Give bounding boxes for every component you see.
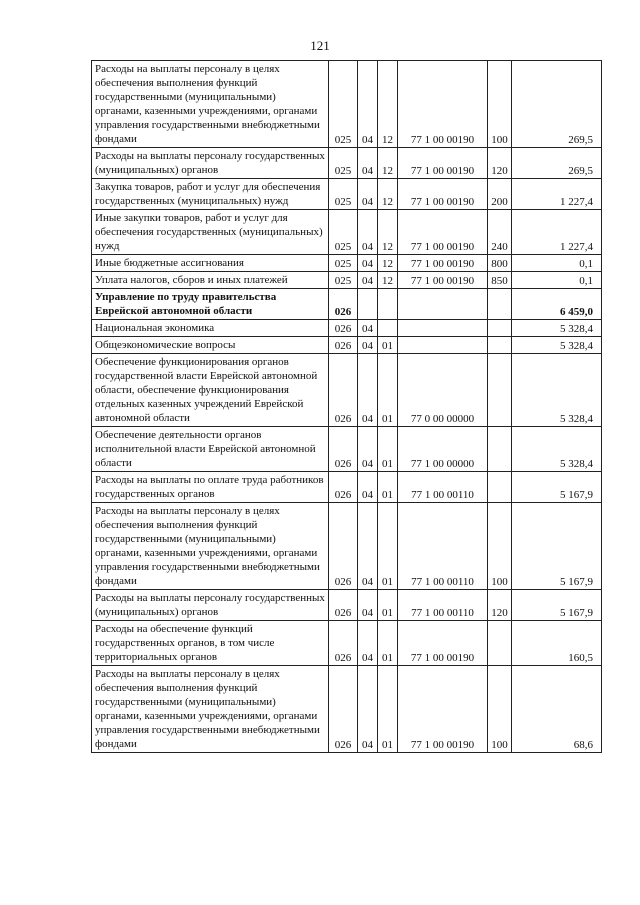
- table-row: [92, 320, 602, 337]
- section-code: 04: [358, 255, 378, 272]
- target-article-code: 77 1 00 00190: [398, 148, 488, 179]
- expense-type-code: [488, 427, 512, 472]
- section-code: [358, 289, 378, 320]
- ministry-code: 026: [329, 621, 358, 666]
- amount: 68,6: [512, 666, 602, 753]
- section-code: 04: [358, 621, 378, 666]
- ministry-code: 025: [329, 179, 358, 210]
- expense-type-code: 850: [488, 272, 512, 289]
- section-code: 04: [358, 320, 378, 337]
- table-row: [92, 61, 602, 148]
- section-code: 04: [358, 61, 378, 148]
- table-row: [92, 148, 602, 179]
- subsection-code: 12: [378, 272, 398, 289]
- amount: 5 167,9: [512, 472, 602, 503]
- expense-type-code: [488, 289, 512, 320]
- amount: 160,5: [512, 621, 602, 666]
- subsection-code: 12: [378, 255, 398, 272]
- ministry-code: 026: [329, 503, 358, 590]
- table-row: [92, 337, 602, 354]
- ministry-code: 025: [329, 148, 358, 179]
- ministry-code: 026: [329, 320, 358, 337]
- expense-name: Обеспечение деятельности органов исполнительной власти Еврейской автономной области: [92, 427, 329, 472]
- target-article-code: [398, 337, 488, 354]
- subsection-code: 01: [378, 503, 398, 590]
- section-code: 04: [358, 210, 378, 255]
- section-code: 04: [358, 427, 378, 472]
- table-row: [92, 354, 602, 427]
- section-code: 04: [358, 354, 378, 427]
- amount: 5 328,4: [512, 320, 602, 337]
- subsection-code: [378, 320, 398, 337]
- expense-type-code: 120: [488, 148, 512, 179]
- amount: 5 167,9: [512, 590, 602, 621]
- section-code: 04: [358, 272, 378, 289]
- subsection-code: 01: [378, 472, 398, 503]
- page-number: 121: [310, 38, 330, 53]
- expense-name: Расходы на обеспечение функций государственных органов, в том числе территориальных органов: [92, 621, 329, 666]
- subsection-code: 01: [378, 427, 398, 472]
- expense-name: Иные бюджетные ассигнования: [92, 255, 329, 272]
- subsection-code: 12: [378, 210, 398, 255]
- table-row: [92, 590, 602, 621]
- section-code: 04: [358, 666, 378, 753]
- target-article-code: 77 1 00 00110: [398, 590, 488, 621]
- table-row: [92, 272, 602, 289]
- subsection-code: 12: [378, 61, 398, 148]
- expense-type-code: [488, 337, 512, 354]
- expense-name: Управление по труду правительства Еврейской автономной области: [92, 289, 329, 320]
- subsection-code: 12: [378, 148, 398, 179]
- amount: 269,5: [512, 61, 602, 148]
- amount: 269,5: [512, 148, 602, 179]
- amount: 5 328,4: [512, 354, 602, 427]
- section-code: 04: [358, 337, 378, 354]
- table-row: [92, 427, 602, 472]
- expense-type-code: [488, 320, 512, 337]
- ministry-code: 026: [329, 289, 358, 320]
- expense-type-code: 240: [488, 210, 512, 255]
- amount: 1 227,4: [512, 179, 602, 210]
- expense-name: Закупка товаров, работ и услуг для обеспечения государственных (муниципальных) нужд: [92, 179, 329, 210]
- amount: 0,1: [512, 272, 602, 289]
- expense-type-code: 100: [488, 61, 512, 148]
- ministry-code: 025: [329, 272, 358, 289]
- ministry-code: 026: [329, 427, 358, 472]
- ministry-code: 025: [329, 255, 358, 272]
- expense-name: Уплата налогов, сборов и иных платежей: [92, 272, 329, 289]
- ministry-code: 026: [329, 337, 358, 354]
- table-row: [92, 289, 602, 320]
- amount: 0,1: [512, 255, 602, 272]
- target-article-code: 77 0 00 00000: [398, 354, 488, 427]
- subsection-code: 01: [378, 354, 398, 427]
- expense-type-code: 200: [488, 179, 512, 210]
- expense-name: Национальная экономика: [92, 320, 329, 337]
- expense-name: Общеэкономические вопросы: [92, 337, 329, 354]
- section-code: 04: [358, 472, 378, 503]
- section-code: 04: [358, 503, 378, 590]
- expense-type-code: 800: [488, 255, 512, 272]
- expense-name: Расходы на выплаты персоналу в целях обеспечения выполнения функций государственными (муниципальными) органами, казенными учреждениями, органами управления государственными внебюджетными фондами: [92, 666, 329, 753]
- ministry-code: 026: [329, 354, 358, 427]
- target-article-code: [398, 289, 488, 320]
- subsection-code: 12: [378, 179, 398, 210]
- subsection-code: 01: [378, 621, 398, 666]
- expense-type-code: [488, 472, 512, 503]
- table-row: [92, 179, 602, 210]
- table-row: [92, 621, 602, 666]
- section-code: 04: [358, 179, 378, 210]
- expense-name: Расходы на выплаты персоналу в целях обеспечения выполнения функций государственными (муниципальными) органами, казенными учреждениями, органами управления государственными внебюджетными фондами: [92, 503, 329, 590]
- expense-type-code: 120: [488, 590, 512, 621]
- target-article-code: 77 1 00 00000: [398, 427, 488, 472]
- section-code: 04: [358, 148, 378, 179]
- target-article-code: 77 1 00 00190: [398, 210, 488, 255]
- target-article-code: 77 1 00 00190: [398, 272, 488, 289]
- subsection-code: 01: [378, 666, 398, 753]
- amount: 5 328,4: [512, 337, 602, 354]
- target-article-code: 77 1 00 00110: [398, 503, 488, 590]
- subsection-code: 01: [378, 337, 398, 354]
- amount: 6 459,0: [512, 289, 602, 320]
- table-row: [92, 472, 602, 503]
- subsection-code: [378, 289, 398, 320]
- budget-table: [91, 60, 602, 753]
- amount: 5 167,9: [512, 503, 602, 590]
- amount: 1 227,4: [512, 210, 602, 255]
- target-article-code: 77 1 00 00190: [398, 255, 488, 272]
- table-row: [92, 210, 602, 255]
- table-row: [92, 503, 602, 590]
- target-article-code: 77 1 00 00110: [398, 472, 488, 503]
- expense-type-code: [488, 354, 512, 427]
- target-article-code: 77 1 00 00190: [398, 666, 488, 753]
- ministry-code: 026: [329, 666, 358, 753]
- expense-name: Расходы на выплаты персоналу государственных (муниципальных) органов: [92, 590, 329, 621]
- expense-type-code: [488, 621, 512, 666]
- budget-table-body: [92, 61, 602, 753]
- expense-name: Расходы на выплаты персоналу государственных (муниципальных) органов: [92, 148, 329, 179]
- table-row: [92, 255, 602, 272]
- expense-name: Расходы на выплаты по оплате труда работников государственных органов: [92, 472, 329, 503]
- expense-type-code: 100: [488, 666, 512, 753]
- amount: 5 328,4: [512, 427, 602, 472]
- target-article-code: 77 1 00 00190: [398, 179, 488, 210]
- ministry-code: 025: [329, 210, 358, 255]
- section-code: 04: [358, 590, 378, 621]
- ministry-code: 026: [329, 472, 358, 503]
- ministry-code: 025: [329, 61, 358, 148]
- target-article-code: 77 1 00 00190: [398, 61, 488, 148]
- expense-type-code: 100: [488, 503, 512, 590]
- target-article-code: 77 1 00 00190: [398, 621, 488, 666]
- expense-name: Иные закупки товаров, работ и услуг для обеспечения государственных (муниципальных) нужд: [92, 210, 329, 255]
- expense-name: Расходы на выплаты персоналу в целях обеспечения выполнения функций государственными (муниципальными) органами, казенными учреждениями, органами управления государственными внебюджетными фондами: [92, 61, 329, 148]
- subsection-code: 01: [378, 590, 398, 621]
- table-row: [92, 666, 602, 753]
- target-article-code: [398, 320, 488, 337]
- ministry-code: 026: [329, 590, 358, 621]
- expense-name: Обеспечение функционирования органов государственной власти Еврейской автономной области, обеспечение функционирования отдельных казенных учреждений Еврейской автономной области: [92, 354, 329, 427]
